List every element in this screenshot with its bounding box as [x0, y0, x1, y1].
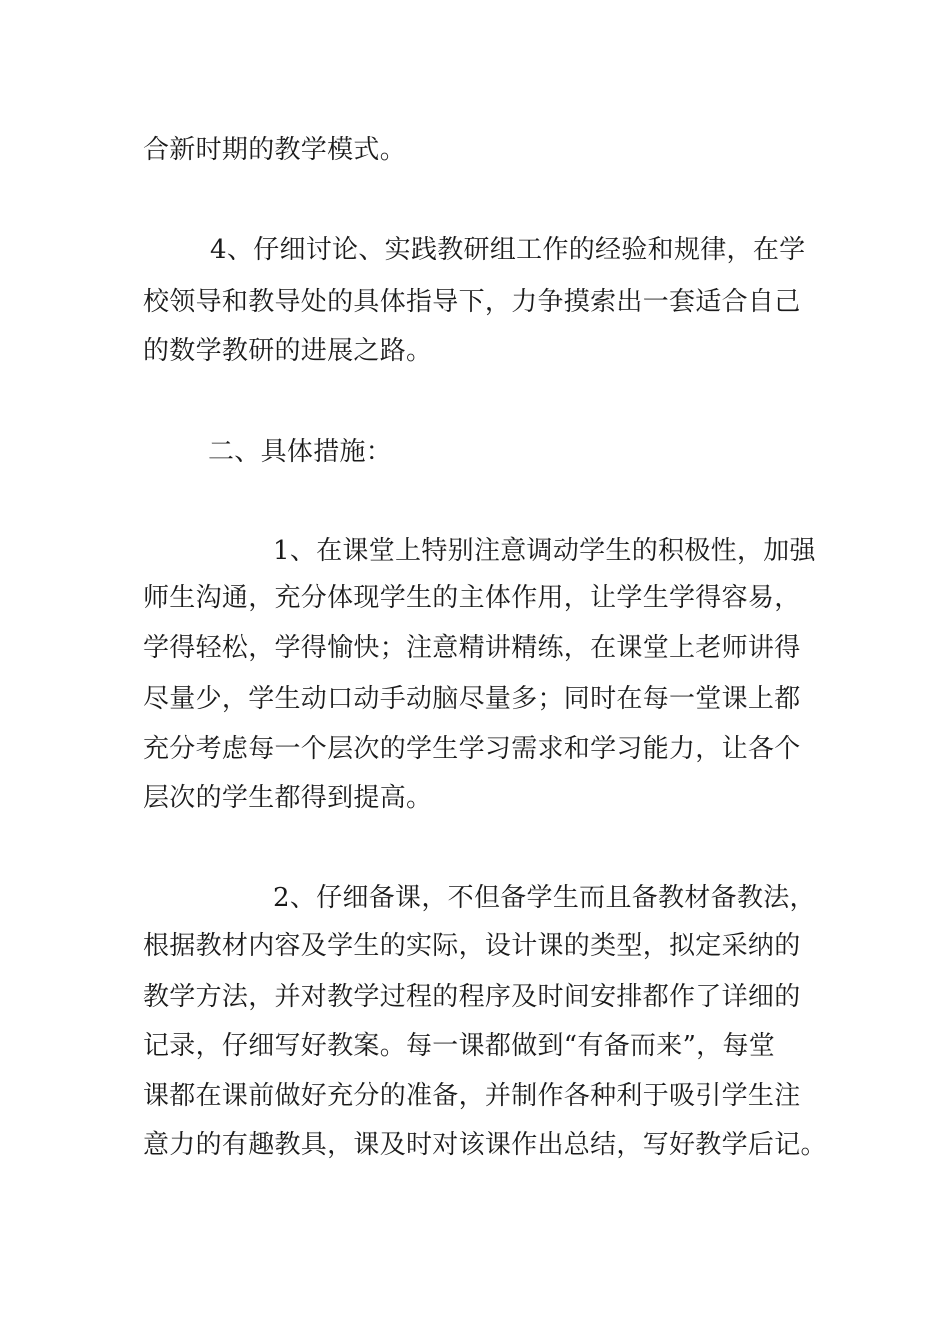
section-heading: 二、具体措施： — [208, 437, 393, 467]
paragraph-line: 师生沟通，充分体现学生的主体作用，让学生学得容易， — [143, 583, 801, 613]
paragraph-line: 记录，仔细写好教案。每一课都做到“有备而来”，每堂 — [143, 1031, 776, 1061]
paragraph-line: 充分考虑每一个层次的学生学习需求和学习能力，让各个 — [143, 734, 801, 764]
paragraph-line: 合新时期的教学模式。 — [143, 135, 407, 165]
paragraph-line: 尽量少，学生动口动手动脑尽量多；同时在每一堂课上都 — [143, 684, 801, 714]
paragraph-line: 4、仔细讨论、实践教研组工作的经验和规律，在学 — [210, 235, 806, 265]
paragraph-line: 1、在课堂上特别注意调动学生的积极性，加强 — [273, 536, 816, 566]
paragraph-line: 的数学教研的进展之路。 — [143, 336, 433, 366]
paragraph-line: 2、仔细备课，不但备学生而且备教材备教法， — [273, 883, 816, 913]
paragraph-line: 根据教材内容及学生的实际，设计课的类型，拟定采纳的 — [143, 931, 801, 961]
paragraph-line: 意力的有趣教具，课及时对该课作出总结，写好教学后记。 — [143, 1130, 827, 1160]
paragraph-line: 校领导和教导处的具体指导下，力争摸索出一套适合自己 — [143, 287, 801, 317]
paragraph-line: 层次的学生都得到提高。 — [143, 783, 433, 813]
paragraph-line: 课都在课前做好充分的准备，并制作各种利于吸引学生注 — [143, 1081, 801, 1111]
paragraph-line: 学得轻松，学得愉快；注意精讲精练，在课堂上老师讲得 — [143, 633, 801, 663]
paragraph-line: 教学方法，并对教学过程的程序及时间安排都作了详细的 — [143, 982, 801, 1012]
